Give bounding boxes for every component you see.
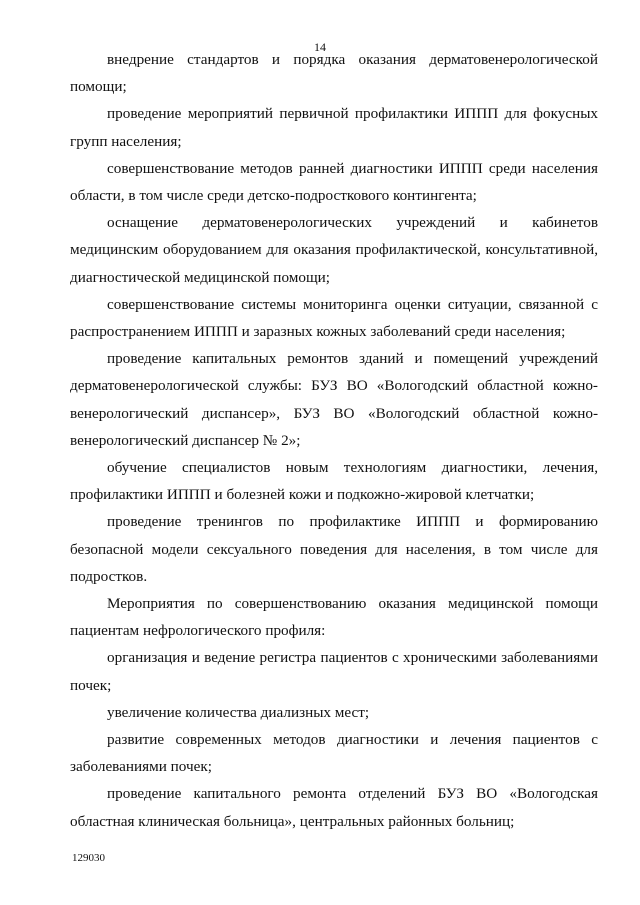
paragraph-registry: организация и ведение регистра пациентов с хроническими заболеваниями почек; — [70, 649, 598, 694]
document-body — [70, 46, 598, 835]
paragraph-renovation: проведение капитальных ремонтов зданий и помещений учреждений дерматовенерологической службы: БУЗ ВО «Вологодский областной кожно-венерологический диспансер», БУЗ ВО «Вологодский областной кожно-венерологический диспансер № 2»; — [70, 350, 598, 449]
paragraph-equipment: оснащение дерматовенерологических учреждений и кабинетов медицинским оборудованием для оказания профилактической, консультативной, диагностической медицинской помощи; — [70, 214, 598, 286]
paragraph-dialysis: увеличение количества диализных мест; — [107, 703, 370, 721]
paragraph-monitoring: совершенствование системы мониторинга оценки ситуации, связанной с распространением ИППП и заразных кожных заболеваний среди населения; — [70, 295, 598, 341]
paragraph-early-diagnostics: совершенствование методов ранней диагностики ИППП среди населения области, в том числе среди детско-подросткового контингента; — [70, 159, 598, 205]
document-code: 129030 — [72, 852, 105, 864]
paragraph-hospital-renovation: проведение капитального ремонта отделений БУЗ ВО «Вологодская областная клиническая больница», центральных районных больниц; — [70, 785, 598, 830]
paragraph-nephrology-heading: Мероприятия по совершенствованию оказания медицинской помощи пациентам нефрологического профиля: — [70, 595, 598, 640]
paragraph-training-specialists: обучение специалистов новым технологиям диагностики, лечения, профилактики ИППП и болезней кожи и подкожно-жировой клетчатки; — [70, 459, 598, 504]
page-number: 14 — [314, 40, 326, 54]
paragraph-trainings: проведение тренингов по профилактике ИППП и формированию безопасной модели сексуального поведения для населения, в том числе для подростков. — [70, 513, 598, 585]
paragraph-prevention: проведение мероприятий первичной профилактики ИППП для фокусных групп населения; — [70, 105, 598, 150]
paragraph-methods: развитие современных методов диагностики и лечения пациентов с заболеваниями почек; — [70, 731, 598, 776]
paragraph-standards: внедрение стандартов и порядка оказания дерматовенерологической помощи; — [70, 51, 598, 96]
